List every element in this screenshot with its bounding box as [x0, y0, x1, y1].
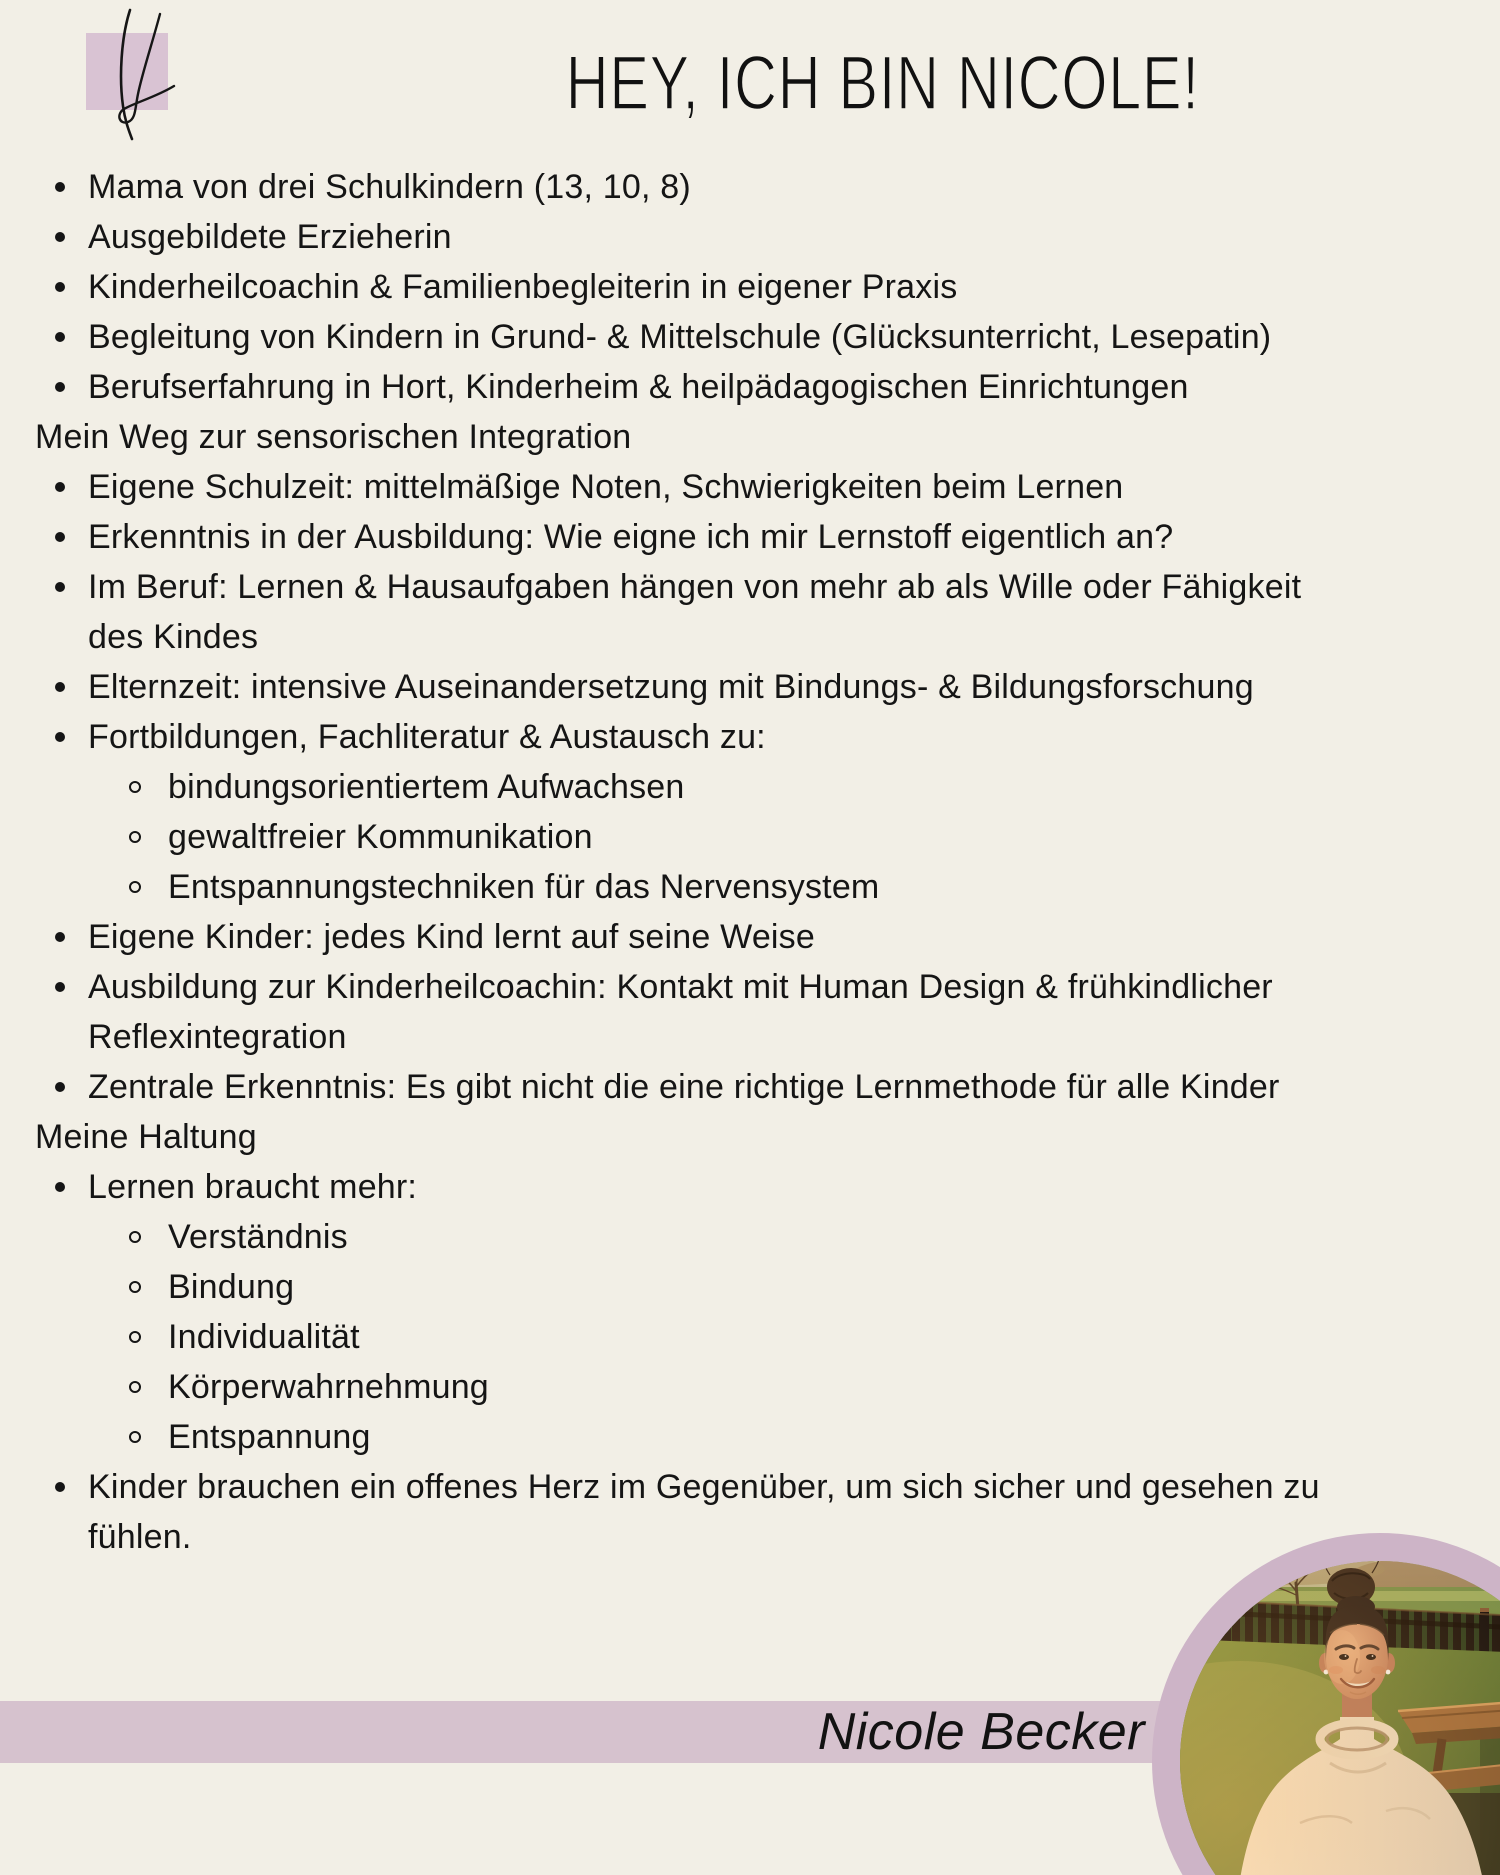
bullet-circle-icon	[129, 1381, 141, 1393]
list-line	[35, 812, 1475, 862]
line-text: Mama von drei Schulkindern (13, 10, 8)	[88, 167, 691, 206]
bullet-disc-icon	[55, 982, 65, 992]
list-line	[35, 662, 1475, 712]
list-line	[35, 212, 1475, 262]
section-heading-line	[35, 1112, 1475, 1162]
bullet-disc-icon	[55, 582, 65, 592]
line-text: Individualität	[168, 1317, 360, 1356]
list-line	[35, 562, 1475, 612]
line-text: Begleitung von Kindern in Grund- & Mittelschule (Glücksunterricht, Lesepatin)	[88, 317, 1272, 356]
list-line	[35, 1412, 1475, 1462]
bullet-circle-icon	[129, 881, 141, 893]
line-text: Verständnis	[168, 1217, 348, 1256]
list-line	[35, 962, 1475, 1012]
bullet-disc-icon	[55, 682, 65, 692]
list-line	[35, 512, 1475, 562]
page-title: HEY, ICH BIN NICOLE!	[566, 41, 1200, 126]
line-text: Berufserfahrung in Hort, Kinderheim & heilpädagogischen Einrichtungen	[88, 367, 1189, 406]
bullet-disc-icon	[55, 282, 65, 292]
bullet-disc-icon	[55, 932, 65, 942]
bullet-circle-icon	[129, 1431, 141, 1443]
bullet-disc-icon	[55, 382, 65, 392]
line-text: Kinderheilcoachin & Familienbegleiterin in eigener Praxis	[88, 267, 958, 306]
line-text: Fortbildungen, Fachliteratur & Austausch zu:	[88, 717, 766, 756]
list-line	[35, 712, 1475, 762]
profile-photo	[1180, 1561, 1500, 1875]
bullet-disc-icon	[55, 1182, 65, 1192]
list-line	[35, 1212, 1475, 1262]
list-line	[35, 1162, 1475, 1212]
list-line	[35, 762, 1475, 812]
list-line	[35, 1312, 1475, 1362]
brand-logo	[78, 4, 190, 146]
line-text: Reflexintegration	[88, 1017, 347, 1056]
bullet-disc-icon	[55, 1482, 65, 1492]
line-text: fühlen.	[88, 1517, 192, 1556]
list-line	[35, 1362, 1475, 1412]
list-line	[35, 262, 1475, 312]
bullet-disc-icon	[55, 482, 65, 492]
bullet-disc-icon	[55, 532, 65, 542]
bullet-disc-icon	[55, 1082, 65, 1092]
line-text: Eigene Kinder: jedes Kind lernt auf seine Weise	[88, 917, 815, 956]
bullet-disc-icon	[55, 232, 65, 242]
list-line	[35, 912, 1475, 962]
line-text: Ausgebildete Erzieherin	[88, 217, 452, 256]
line-text: Entspannung	[168, 1417, 371, 1456]
portrait-photo-illustration	[1180, 1561, 1500, 1875]
line-text: Im Beruf: Lernen & Hausaufgaben hängen von mehr ab als Wille oder Fähigkeit	[88, 567, 1302, 606]
line-text: Mein Weg zur sensorischen Integration	[35, 417, 632, 456]
line-text: Erkenntnis in der Ausbildung: Wie eigne ich mir Lernstoff eigentlich an?	[88, 517, 1174, 556]
list-line	[35, 1512, 1475, 1562]
line-text: Körperwahrnehmung	[168, 1367, 489, 1406]
list-line	[35, 162, 1475, 212]
list-line	[35, 312, 1475, 362]
bullet-circle-icon	[129, 781, 141, 793]
list-line	[35, 862, 1475, 912]
list-line	[35, 1062, 1475, 1112]
bullet-disc-icon	[55, 732, 65, 742]
line-text: Bindung	[168, 1267, 295, 1306]
line-text: Ausbildung zur Kinderheilcoachin: Kontakt mit Human Design & frühkindlicher	[88, 967, 1273, 1006]
profile-photo-frame	[1152, 1533, 1500, 1875]
list-line	[35, 612, 1475, 662]
line-text: bindungsorientiertem Aufwachsen	[168, 767, 685, 806]
line-text: Entspannungstechniken für das Nervensystem	[168, 867, 880, 906]
author-name: Nicole Becker	[817, 1703, 1145, 1761]
bullet-circle-icon	[129, 831, 141, 843]
line-text: Meine Haltung	[35, 1117, 257, 1156]
list-line	[35, 362, 1475, 412]
list-line	[35, 462, 1475, 512]
list-line	[35, 1462, 1475, 1512]
line-text: Lernen braucht mehr:	[88, 1167, 418, 1206]
line-text: Eigene Schulzeit: mittelmäßige Noten, Schwierigkeiten beim Lernen	[88, 467, 1124, 506]
bullet-disc-icon	[55, 182, 65, 192]
ks-monogram-icon	[78, 4, 190, 146]
line-text: Kinder brauchen ein offenes Herz im Gegenüber, um sich sicher und gesehen zu	[88, 1467, 1320, 1506]
section-heading-line	[35, 412, 1475, 462]
bullet-circle-icon	[129, 1281, 141, 1293]
line-text: gewaltfreier Kommunikation	[168, 817, 593, 856]
logo-square	[86, 33, 168, 110]
line-text: des Kindes	[88, 617, 259, 656]
bullet-circle-icon	[129, 1231, 141, 1243]
bullet-circle-icon	[129, 1331, 141, 1343]
line-text: Elternzeit: intensive Auseinandersetzung mit Bindungs- & Bildungsforschung	[88, 667, 1254, 706]
bullet-disc-icon	[55, 332, 65, 342]
sunlight-overlay	[1180, 1561, 1500, 1875]
bullet-list	[35, 162, 1475, 1562]
list-line	[35, 1262, 1475, 1312]
list-line	[35, 1012, 1475, 1062]
line-text: Zentrale Erkenntnis: Es gibt nicht die eine richtige Lernmethode für alle Kinder	[88, 1067, 1280, 1106]
